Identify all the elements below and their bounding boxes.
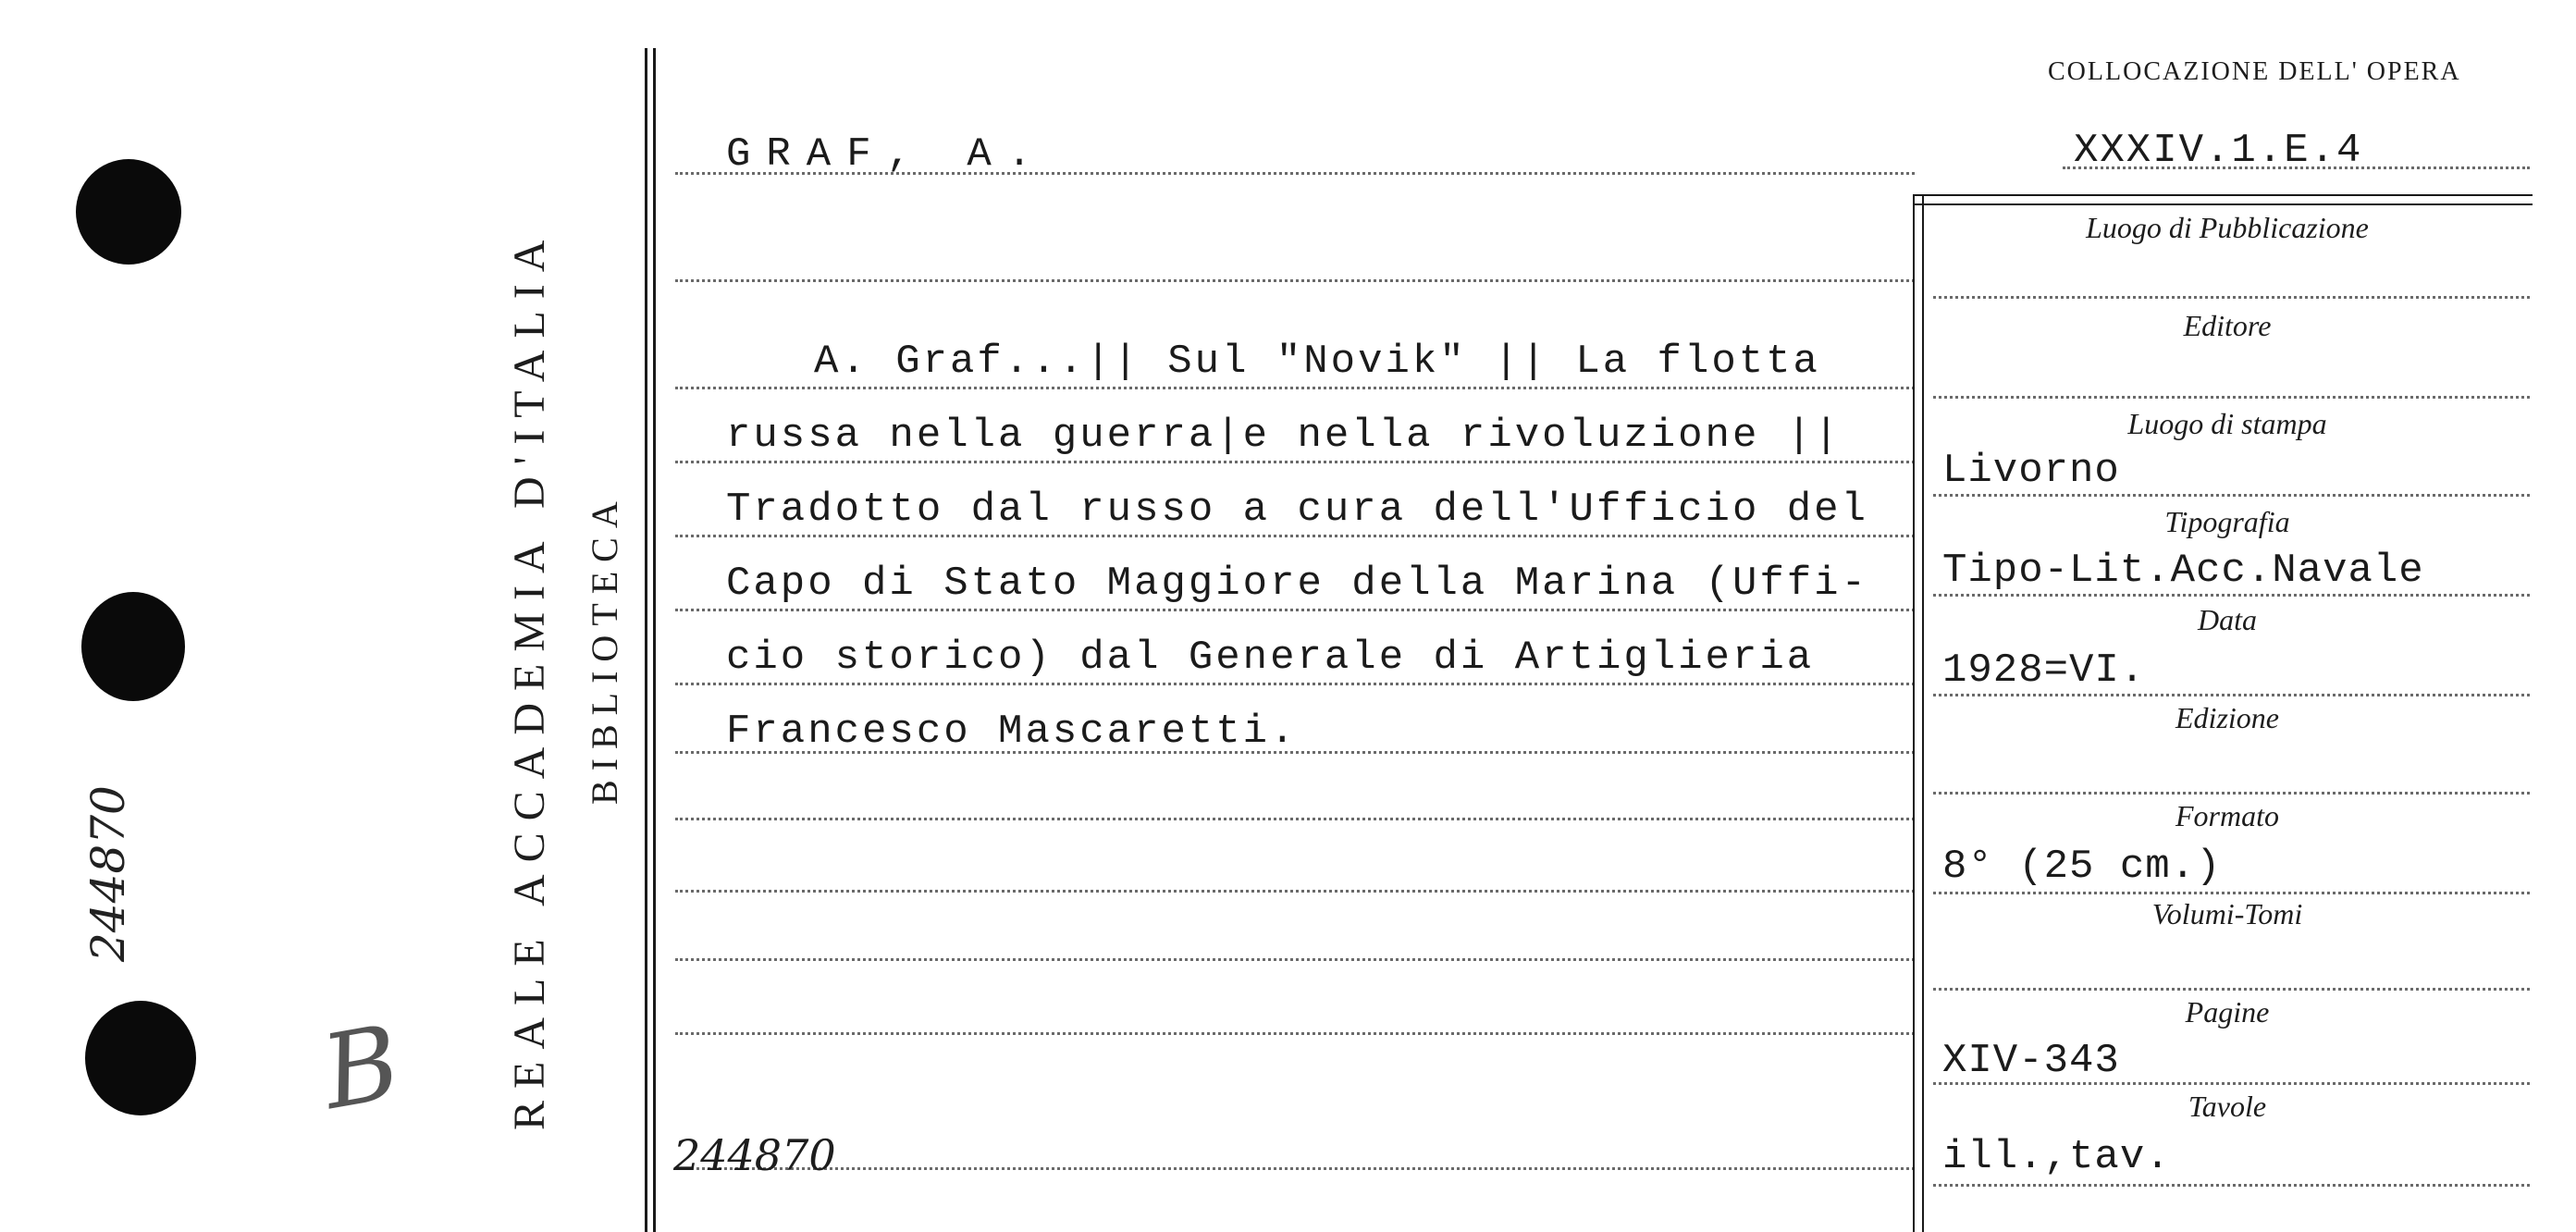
field-label-volumi-tomi: Volumi-Tomi [2151,897,2303,930]
shelfmark: XXXIV.1.E.4 [2074,128,2363,174]
stamp-letter: B [314,1002,409,1133]
library-name: BIBLIOTECA [584,492,625,805]
field-label-pagine: Pagine [2185,995,2270,1029]
field-value-data: 1928=VI. [1942,647,2146,694]
field-value-tavole: ill.,tav. [1942,1134,2171,1180]
ruled-line [675,609,1915,611]
collocation-header: COLLOCAZIONE DELL' OPERA [2048,57,2461,86]
field-value-formato: 8° (25 cm.) [1942,844,2222,890]
margin-rule [653,48,656,1232]
field-line [1933,1082,2530,1085]
accession-number: 244870 [673,1130,836,1180]
punch-hole [76,159,181,265]
field-label-luogo-pubblicazione: Luogo di Pubblicazione [2086,211,2369,244]
field-line [1933,396,2530,399]
ruled-line [675,387,1915,389]
field-value-tipografia: Tipo-Lit.Acc.Navale [1942,548,2424,594]
fields-box-border [1913,194,1915,1232]
ruled-line [675,1032,1915,1035]
ruled-line [675,535,1915,537]
institution-name: REALE ACCADEMIA D'ITALIA [505,228,554,1130]
ruled-line [675,958,1915,961]
field-line [1933,296,2530,299]
ruled-line [675,818,1915,820]
description-line: cio storico) dal Generale di Artiglieria [726,634,1815,681]
ruled-line [675,461,1915,463]
margin-rule [645,48,647,1232]
field-line [1933,494,2530,497]
field-label-edizione: Edizione [2175,701,2279,734]
description-line: A. Graf...|| Sul "Novik" || La flotta [814,339,1820,385]
field-line [1933,792,2530,795]
ruled-line [675,172,1915,175]
description-line: Capo di Stato Maggiore della Marina (Uffi- [726,561,1868,607]
field-line [1933,1184,2530,1187]
margin-number: 244870 [81,785,135,962]
ruled-line [675,1167,1915,1170]
field-label-tipografia: Tipografia [2164,505,2290,538]
description-line: Francesco Mascaretti. [726,708,1298,755]
fields-box-top [1913,203,2533,205]
field-value-luogo-stampa: Livorno [1942,448,2120,494]
description-line: russa nella guerra|e nella rivoluzione || [726,413,1842,459]
field-line [1933,594,2530,597]
field-line [1933,988,2530,991]
punch-hole [81,592,185,701]
fields-box-top [1913,194,2533,196]
punch-hole [85,1001,196,1115]
ruled-line [675,890,1915,893]
field-label-luogo-stampa: Luogo di stampa [2127,407,2327,440]
field-line [1933,694,2530,696]
field-label-tavole: Tavole [2188,1090,2267,1123]
description-line: Tradotto dal russo a cura dell'Ufficio del [726,487,1868,533]
ruled-line [675,683,1915,685]
field-value-pagine: XIV-343 [1942,1038,2120,1084]
shelfmark-line [2063,166,2530,169]
ruled-line [675,279,1915,282]
field-label-data: Data [2198,603,2257,636]
author-heading: GRAF, A. [726,131,1048,178]
field-line [1933,892,2530,894]
field-label-editore: Editore [2183,309,2272,342]
field-label-formato: Formato [2175,799,2279,832]
